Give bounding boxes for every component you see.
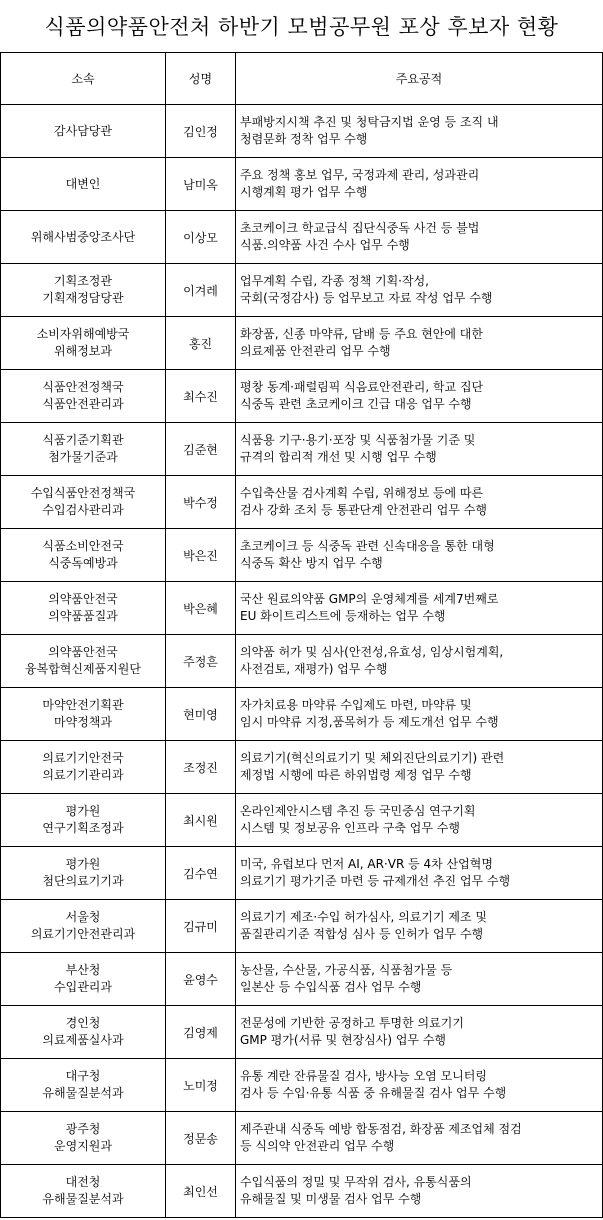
name-cell: 주정흔 — [166, 635, 236, 688]
org-cell: 대변인 — [1, 158, 166, 211]
org-cell: 의약품안전국 융복합혁신제품지원단 — [1, 635, 166, 688]
org-cell: 감사담당관 — [1, 105, 166, 158]
merit-cell: 주요 정책 홍보 업무, 국정과제 관리, 성과관리 시행계획 평가 업무 수행 — [236, 158, 603, 211]
merit-cell: 초코케이크 등 식중독 관련 신속대응을 통한 대형 식중독 확산 방지 업무 수행 — [236, 529, 603, 582]
merit-cell: 유통 계란 잔류물질 검사, 방사능 오염 모니터링 검사 등 수입·유통 식품 중 유해물질 검사 업무 수행 — [236, 1059, 603, 1112]
name-cell: 이상모 — [166, 211, 236, 264]
org-cell: 대전청 유해물질분석과 — [1, 1165, 166, 1218]
org-cell: 수입식품안전정책국 수입검사관리과 — [1, 476, 166, 529]
org-cell: 마약안전기획관 마약정책과 — [1, 688, 166, 741]
merit-cell: 초코케이크 학교급식 집단식중독 사건 등 불법 식품.의약품 사건 수사 업무 수행 — [236, 211, 603, 264]
org-cell: 식품소비안전국 식중독예방과 — [1, 529, 166, 582]
org-cell: 위해사범중앙조사단 — [1, 211, 166, 264]
table-row — [1, 1165, 603, 1218]
merit-cell: 자가치료용 마약류 수입제도 마련, 마약류 및 임시 마약류 지정,품목허가 등 제도개선 업무 수행 — [236, 688, 603, 741]
table-row — [1, 953, 603, 1006]
org-cell: 평가원 첨단의료기기과 — [1, 847, 166, 900]
table-row — [1, 635, 603, 688]
name-cell: 김규미 — [166, 900, 236, 953]
table-row — [1, 1059, 603, 1112]
name-cell: 최수진 — [166, 370, 236, 423]
table-row — [1, 317, 603, 370]
org-cell: 대구청 유해물질분석과 — [1, 1059, 166, 1112]
table-row — [1, 688, 603, 741]
table-row — [1, 794, 603, 847]
merit-cell: 미국, 유럽보다 먼저 AI, AR·VR 등 4차 산업혁명 의료기기 평가기준 마련 등 규제개선 추진 업무 수행 — [236, 847, 603, 900]
merit-cell: 국산 원료의약품 GMP의 운영체계를 세계7번째로 EU 화이트리스트에 등재하는 업무 수행 — [236, 582, 603, 635]
org-cell: 식품안전정책국 식품안전관리과 — [1, 370, 166, 423]
column-header-name: 성명 — [166, 53, 236, 105]
merit-cell: 업무계획 수립, 각종 정책 기획·작성, 국회(국정감사) 등 업무보고 자료 작성 업무 수행 — [236, 264, 603, 317]
merit-cell: 제주관내 식중독 예방 합동점검, 화장품 제조업체 점검 등 식의약 안전관리 업무 수행 — [236, 1112, 603, 1165]
merit-cell: 수입축산물 검사계획 수립, 위해정보 등에 따른 검사 강화 조치 등 통관단계 안전관리 업무 수행 — [236, 476, 603, 529]
name-cell: 최인선 — [166, 1165, 236, 1218]
name-cell: 남미옥 — [166, 158, 236, 211]
merit-cell: 전문성에 기반한 공정하고 투명한 의료기기 GMP 평가(서류 및 현장심사) 업무 수행 — [236, 1006, 603, 1059]
org-cell: 경인청 의료제품실사과 — [1, 1006, 166, 1059]
table-row — [1, 264, 603, 317]
name-cell: 윤영수 — [166, 953, 236, 1006]
org-cell: 부산청 수입관리과 — [1, 953, 166, 1006]
page-title: 식품의약품안전처 하반기 모범공무원 포상 후보자 현황 — [44, 15, 559, 39]
candidates-table — [0, 52, 603, 1218]
table-row — [1, 1006, 603, 1059]
merit-cell: 식품용 기구·용기·포장 및 식품첨가물 기준 및 규격의 합리적 개선 및 시행 업무 수행 — [236, 423, 603, 476]
name-cell: 홍진 — [166, 317, 236, 370]
table-row — [1, 529, 603, 582]
name-cell: 박은진 — [166, 529, 236, 582]
org-cell: 의약품안전국 의약품품질과 — [1, 582, 166, 635]
name-cell: 최시원 — [166, 794, 236, 847]
org-cell: 소비자위해예방국 위해정보과 — [1, 317, 166, 370]
merit-cell: 의료기기 제조·수입 허가심사, 의료기기 제조 및 품질관리기준 적합성 심사 등 인허가 업무 수행 — [236, 900, 603, 953]
name-cell: 박수정 — [166, 476, 236, 529]
table-header-row — [1, 53, 603, 105]
name-cell: 조정진 — [166, 741, 236, 794]
name-cell: 박은혜 — [166, 582, 236, 635]
org-cell: 서울청 의료기기안전관리과 — [1, 900, 166, 953]
merit-cell: 온라인제안시스템 추진 등 국민중심 연구기획 시스템 및 정보공유 인프라 구축 업무 수행 — [236, 794, 603, 847]
org-cell: 기획조정관 기획재정담당관 — [1, 264, 166, 317]
name-cell: 이겨레 — [166, 264, 236, 317]
name-cell: 노미정 — [166, 1059, 236, 1112]
table-row — [1, 370, 603, 423]
table-row — [1, 847, 603, 900]
table-row — [1, 423, 603, 476]
column-header-org: 소속 — [1, 53, 166, 105]
name-cell: 정문송 — [166, 1112, 236, 1165]
table-row — [1, 582, 603, 635]
table-row — [1, 900, 603, 953]
name-cell: 김수연 — [166, 847, 236, 900]
name-cell: 김영제 — [166, 1006, 236, 1059]
merit-cell: 평창 동계·패럴림픽 식음료안전관리, 학교 집단 식중독 관련 초코케이크 긴급 대응 업무 수행 — [236, 370, 603, 423]
table-row — [1, 105, 603, 158]
table-row — [1, 741, 603, 794]
org-cell: 평가원 연구기획조정과 — [1, 794, 166, 847]
merit-cell: 부패방지시책 추진 및 청탁금지법 운영 등 조직 내 청렴문화 정착 업무 수행 — [236, 105, 603, 158]
org-cell: 의료기기안전국 의료기기관리과 — [1, 741, 166, 794]
merit-cell: 수입식품의 정밀 및 무작위 검사, 유통식품의 유해물질 및 미생물 검사 업무 수행 — [236, 1165, 603, 1218]
table-row — [1, 1112, 603, 1165]
merit-cell: 의약품 허가 및 심사(안전성,유효성, 임상시험계획, 사전검토, 재평가) 업무 수행 — [236, 635, 603, 688]
name-cell: 현미영 — [166, 688, 236, 741]
column-header-merit: 주요공적 — [236, 53, 603, 105]
table-row — [1, 476, 603, 529]
name-cell: 김준현 — [166, 423, 236, 476]
name-cell: 김인정 — [166, 105, 236, 158]
merit-cell: 화장품, 신종 마약류, 담배 등 주요 현안에 대한 의료제품 안전관리 업무 수행 — [236, 317, 603, 370]
org-cell: 식품기준기획관 첨가물기준과 — [1, 423, 166, 476]
table-row — [1, 158, 603, 211]
table-row — [1, 211, 603, 264]
merit-cell: 농산물, 수산물, 가공식품, 식품첨가물 등 일본산 등 수입식품 검사 업무 수행 — [236, 953, 603, 1006]
merit-cell: 의료기기(혁신의료기기 및 체외진단의료기기) 관련 제정법 시행에 따른 하위법령 제정 업무 수행 — [236, 741, 603, 794]
org-cell: 광주청 운영지원과 — [1, 1112, 166, 1165]
